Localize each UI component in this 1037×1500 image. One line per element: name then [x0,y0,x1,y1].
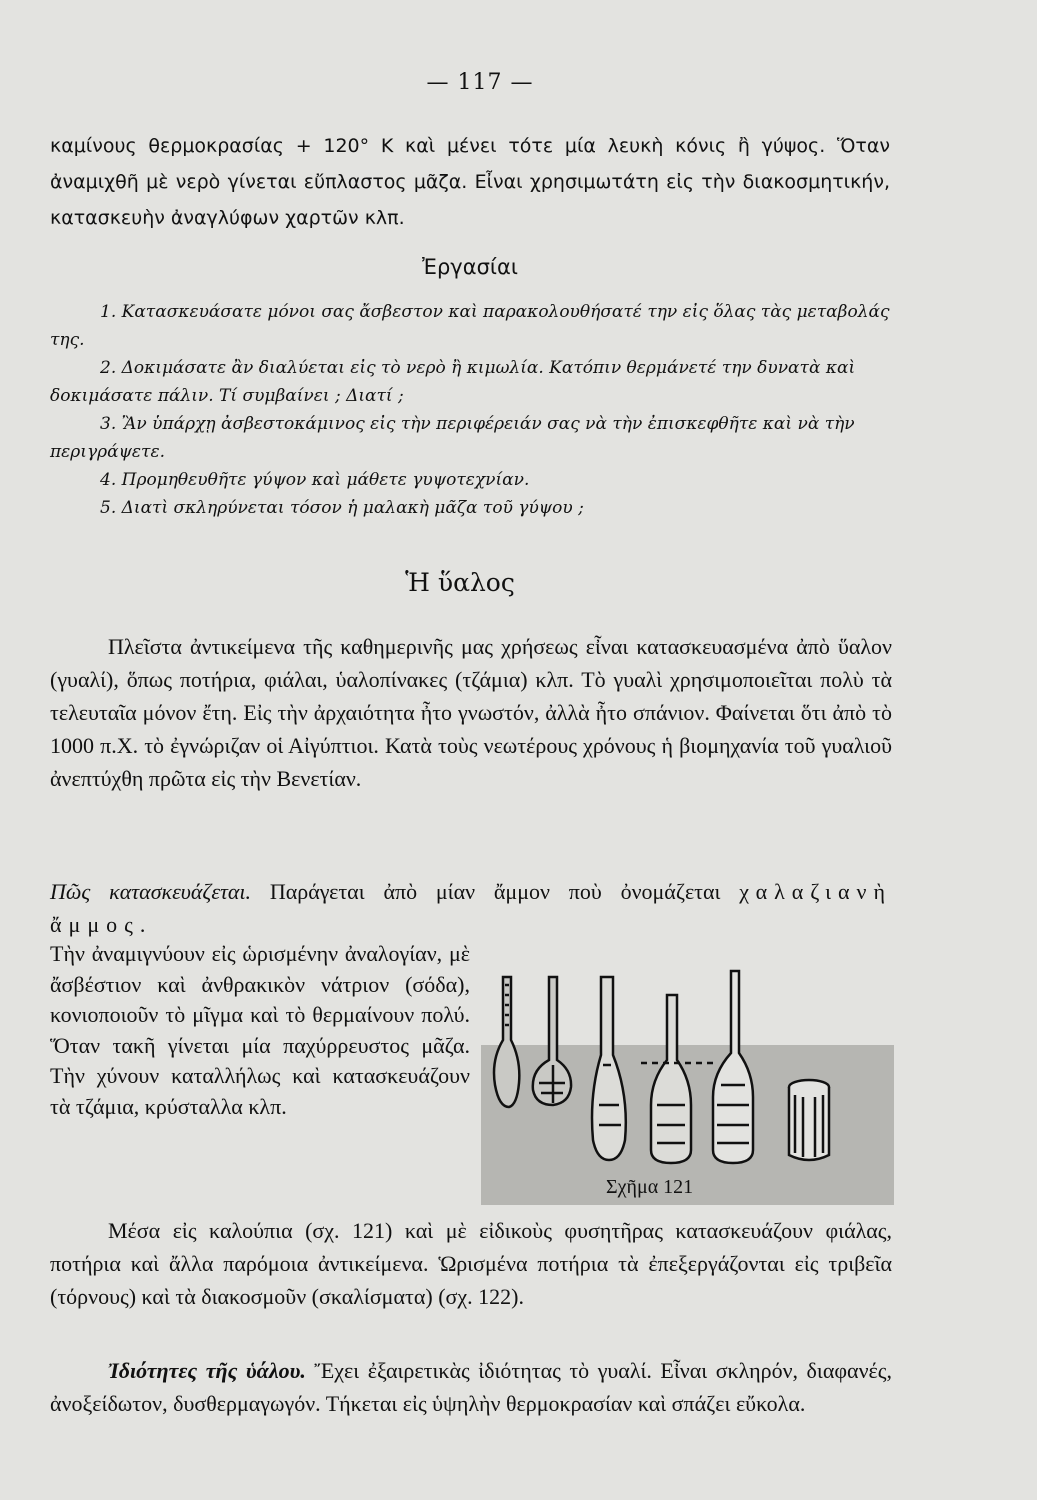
properties-lead: Ἰδιότητες τῆς ὑάλου. [108,1358,306,1383]
how-made-text: Παράγεται ἀπὸ μίαν ἄμμον ποὺ ὀνομάζεται [251,879,740,904]
section-heading-glass: Ἡ ὕαλος [405,568,515,597]
quartz-sand-term: χαλαζιανὴ ἄμμος. [50,879,892,937]
page-number: — 117 — [426,70,534,95]
figure-121 [481,1045,894,1205]
exercise-item: 3. Ἂν ὑπάρχῃ ἀσβεστοκάμινος εἰς τὴν περιφέρειάν σας νὰ τὴν ἐπισκεφθῆτε καὶ νὰ τὴν περιγράψετε. [50,414,855,462]
exercise-item: 5. Διατὶ σκληρύνεται τόσον ἡ μαλακὴ μᾶζα τοῦ γύψου ; [100,498,584,518]
mixing-paragraph: Τὴν ἀναμιγνύουν εἰς ὡρισμένην ἀναλογίαν, μὲ ἄσβέστιον καὶ ἀνθρακικὸν νάτριον (σόδα), κονιοποιοῦν τὸ μῖγμα καὶ τὸ θερμαίνουν πολύ. Ὅταν τακῆ γίνεται μία παχύρρευστος μᾶζα. Τὴν χύνουν καταλλήλως καὶ κατασκευάζουν τὰ τζάμια, κρύσταλλα κλπ. [50,941,470,1119]
exercise-item: 1. Κατασκευάσατε μόνοι σας ἄσβεστον καὶ παρακολουθήσατέ την εἰς ὅλας τὰς μεταβολάς της. [50,302,890,350]
exercise-item: 4. Προμηθευθῆτε γύψον καὶ μάθετε γυψοτεχνίαν. [100,470,530,490]
molds-paragraph: Μέσα εἰς καλούπια (σχ. 121) καὶ μὲ εἰδικοὺς φυσητῆρας κατασκευάζουν φιάλας, ποτήρια καὶ ἄλλα παρόμοια ἀντικείμενα. Ὡρισμένα ποτήρια τὰ ἐπεξεργάζονται εἰς τριβεῖα (τόρνους) καὶ τὰ διακοσμοῦν (σκαλίσματα) (σχ. 122). [50,1218,892,1309]
glass-intro-paragraph: Πλεῖστα ἀντικείμενα τῆς καθημερινῆς μας χρήσεως εἶναι κατασκευασμένα ἀπὸ ὕαλον (γυαλί), ὅπως ποτήρια, φιάλαι, ὑαλοπίνακες (τζάμια) κλπ. Τὸ γυαλὶ χρησιμοποιεῖται πολὺ τὰ τελευταῖα μόνον ἔτη. Εἰς τὴν ἀρχαιότητα ἦτο γνωστόν, ἀλλὰ ἦτο σπάνιον. Φαίνεται ὅτι ἀπὸ τὸ 1000 π.Χ. τὸ ἐγνώριζαν οἱ Αἰγύπτιοι. Κατὰ τοὺς νεωτέρους χρόνους ἡ βιομηχανία τοῦ γυαλιοῦ ἀνεπτύχθη πρῶτα εἰς τὴν Βενετίαν. [50,634,892,791]
exercises-list [50,298,890,522]
properties-text: Ἔχει ἐξαιρετικὰς ἰδιότητας τὸ γυαλί. Εἶναι σκληρόν, διαφανές, ἀνοξείδωτον, δυσθερμαγωγόν. Τήκεται εἰς ὑψηλὴν θερμοκρασίαν καὶ σπάζει εὔκολα. [50,1358,892,1416]
properties-paragraph [50,1354,892,1420]
exercises-heading: Ἐργασίαι [422,255,518,279]
exercise-item: 2. Δοκιμάσατε ἂν διαλύεται εἰς τὸ νερὸ ἢ κιμωλία. Κατόπιν θερμάνετέ την δυνατὰ καὶ δοκιμάσατε πάλιν. Τί συμβαίνει ; Διατί ; [50,358,856,406]
glass-blowing-stages-illustration [481,965,894,1205]
intro-paragraph: καμίνους θερμοκρασίας + 120° Κ καὶ μένει τότε μία λευκὴ κόνις ἢ γύψος. Ὅταν ἀναμιχθῆ μὲ νερὸ γίνεται εὔπλαστος μᾶζα. Εἶναι χρησιμωτάτη εἰς τὴν διακοσμητικήν, κατασκευὴν ἀναγλύφων χαρτῶν κλπ. [50,135,890,229]
how-made-lead: Πῶς κατασκευάζεται. [50,879,252,904]
figure-caption: Σχῆμα 121 [606,1176,694,1198]
how-made-paragraph [50,875,892,941]
